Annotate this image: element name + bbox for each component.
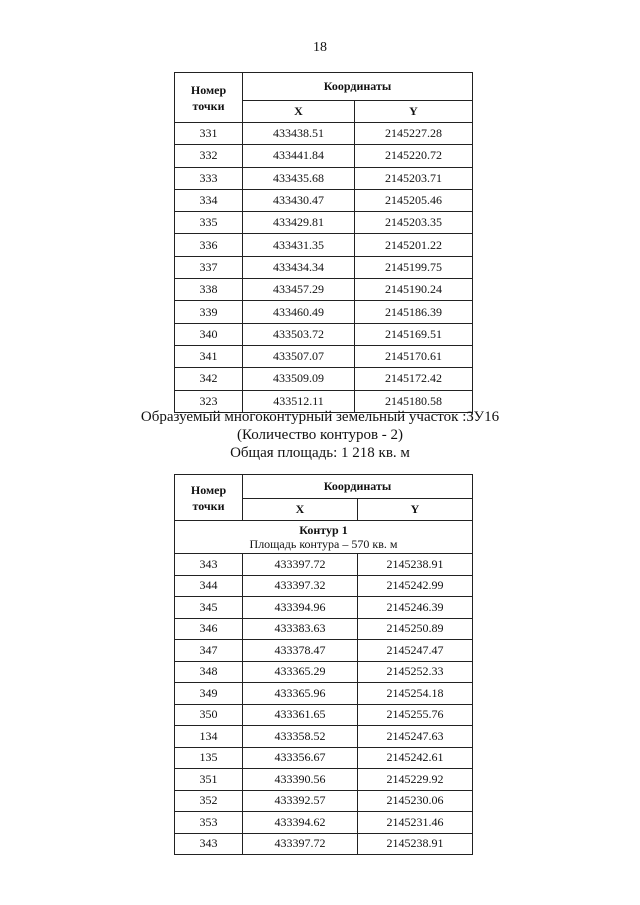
point-number-cell: 348 bbox=[175, 661, 243, 683]
y-coordinate-cell: 2145190.24 bbox=[355, 279, 473, 301]
title-line-3: Общая площадь: 1 218 кв. м bbox=[230, 445, 410, 461]
point-number-cell: 335 bbox=[175, 212, 243, 234]
header-x: X bbox=[243, 101, 355, 123]
table-row bbox=[175, 812, 473, 834]
y-coordinate-cell: 2145201.22 bbox=[355, 234, 473, 256]
x-coordinate-cell: 433358.52 bbox=[243, 726, 358, 748]
section-title bbox=[0, 408, 640, 462]
table-row bbox=[175, 833, 473, 855]
point-number-cell: 135 bbox=[175, 747, 243, 769]
point-number-cell: 350 bbox=[175, 704, 243, 726]
point-number-cell: 344 bbox=[175, 575, 243, 597]
header-y: Y bbox=[355, 101, 473, 123]
x-coordinate-cell: 433365.96 bbox=[243, 683, 358, 705]
y-coordinate-cell: 2145242.99 bbox=[358, 575, 473, 597]
y-coordinate-cell: 2145227.28 bbox=[355, 123, 473, 145]
table-row bbox=[175, 575, 473, 597]
point-number-cell: 352 bbox=[175, 790, 243, 812]
header-coordinates: Координаты bbox=[243, 73, 473, 101]
point-number-cell: 349 bbox=[175, 683, 243, 705]
table-row bbox=[175, 726, 473, 748]
contour-cell bbox=[175, 521, 473, 554]
x-coordinate-cell: 433457.29 bbox=[243, 279, 355, 301]
y-coordinate-cell: 2145247.63 bbox=[358, 726, 473, 748]
table-row bbox=[175, 189, 473, 211]
y-coordinate-cell: 2145199.75 bbox=[355, 256, 473, 278]
contour-title: Контур 1 bbox=[299, 523, 348, 537]
header-point-number: Номер точки bbox=[175, 475, 243, 521]
x-coordinate-cell: 433356.67 bbox=[243, 747, 358, 769]
x-coordinate-cell: 433435.68 bbox=[243, 167, 355, 189]
table-row bbox=[175, 640, 473, 662]
table-row bbox=[175, 256, 473, 278]
point-number-cell: 134 bbox=[175, 726, 243, 748]
x-coordinate-cell: 433394.96 bbox=[243, 597, 358, 619]
x-coordinate-cell: 433503.72 bbox=[243, 323, 355, 345]
y-coordinate-cell: 2145247.47 bbox=[358, 640, 473, 662]
header-point-number: Номер точки bbox=[175, 73, 243, 123]
table-row bbox=[175, 618, 473, 640]
y-coordinate-cell: 2145205.46 bbox=[355, 189, 473, 211]
table-row bbox=[175, 345, 473, 367]
point-number-cell: 331 bbox=[175, 123, 243, 145]
y-coordinate-cell: 2145250.89 bbox=[358, 618, 473, 640]
table-row bbox=[175, 368, 473, 390]
y-coordinate-cell: 2145203.71 bbox=[355, 167, 473, 189]
y-coordinate-cell: 2145238.91 bbox=[358, 554, 473, 576]
point-number-cell: 343 bbox=[175, 833, 243, 855]
point-number-cell: 336 bbox=[175, 234, 243, 256]
x-coordinate-cell: 433365.29 bbox=[243, 661, 358, 683]
table-2-body bbox=[175, 521, 473, 855]
contour-area: Площадь контура – 570 кв. м bbox=[249, 537, 398, 551]
x-coordinate-cell: 433441.84 bbox=[243, 145, 355, 167]
table-row bbox=[175, 747, 473, 769]
contour-row bbox=[175, 521, 473, 554]
x-coordinate-cell: 433361.65 bbox=[243, 704, 358, 726]
table-row bbox=[175, 279, 473, 301]
x-coordinate-cell: 433397.72 bbox=[243, 554, 358, 576]
point-number-cell: 345 bbox=[175, 597, 243, 619]
table-row bbox=[175, 704, 473, 726]
x-coordinate-cell: 433512.11 bbox=[243, 390, 355, 412]
title-line-1: Образуемый многоконтурный земельный участок :ЗУ16 bbox=[140, 409, 500, 425]
point-number-cell: 323 bbox=[175, 390, 243, 412]
point-number-cell: 339 bbox=[175, 301, 243, 323]
table-row bbox=[175, 234, 473, 256]
y-coordinate-cell: 2145180.58 bbox=[355, 390, 473, 412]
coordinates-table-2 bbox=[174, 474, 473, 855]
point-number-cell: 353 bbox=[175, 812, 243, 834]
x-coordinate-cell: 433431.35 bbox=[243, 234, 355, 256]
y-coordinate-cell: 2145186.39 bbox=[355, 301, 473, 323]
table-row bbox=[175, 301, 473, 323]
table-row bbox=[175, 123, 473, 145]
y-coordinate-cell: 2145230.06 bbox=[358, 790, 473, 812]
table-row bbox=[175, 769, 473, 791]
header-x: X bbox=[243, 499, 358, 521]
x-coordinate-cell: 433397.32 bbox=[243, 575, 358, 597]
point-number-cell: 342 bbox=[175, 368, 243, 390]
y-coordinate-cell: 2145170.61 bbox=[355, 345, 473, 367]
y-coordinate-cell: 2145229.92 bbox=[358, 769, 473, 791]
point-number-cell: 340 bbox=[175, 323, 243, 345]
title-line-2: (Количество контуров - 2) bbox=[236, 427, 404, 443]
x-coordinate-cell: 433509.09 bbox=[243, 368, 355, 390]
y-coordinate-cell: 2145242.61 bbox=[358, 747, 473, 769]
table-row bbox=[175, 167, 473, 189]
point-number-cell: 351 bbox=[175, 769, 243, 791]
point-number-cell: 337 bbox=[175, 256, 243, 278]
point-number-cell: 347 bbox=[175, 640, 243, 662]
y-coordinate-cell: 2145246.39 bbox=[358, 597, 473, 619]
x-coordinate-cell: 433434.34 bbox=[243, 256, 355, 278]
table-1-body bbox=[175, 123, 473, 413]
point-number-cell: 334 bbox=[175, 189, 243, 211]
point-number-cell: 332 bbox=[175, 145, 243, 167]
table-row bbox=[175, 597, 473, 619]
coordinates-table-1 bbox=[174, 72, 473, 413]
point-number-cell: 333 bbox=[175, 167, 243, 189]
header-coordinates: Координаты bbox=[243, 475, 473, 499]
x-coordinate-cell: 433507.07 bbox=[243, 345, 355, 367]
table-row bbox=[175, 212, 473, 234]
table-row bbox=[175, 683, 473, 705]
point-number-cell: 346 bbox=[175, 618, 243, 640]
x-coordinate-cell: 433438.51 bbox=[243, 123, 355, 145]
y-coordinate-cell: 2145238.91 bbox=[358, 833, 473, 855]
y-coordinate-cell: 2145203.35 bbox=[355, 212, 473, 234]
y-coordinate-cell: 2145231.46 bbox=[358, 812, 473, 834]
y-coordinate-cell: 2145169.51 bbox=[355, 323, 473, 345]
x-coordinate-cell: 433390.56 bbox=[243, 769, 358, 791]
x-coordinate-cell: 433383.63 bbox=[243, 618, 358, 640]
point-number-cell: 343 bbox=[175, 554, 243, 576]
page-number: 18 bbox=[313, 40, 327, 55]
x-coordinate-cell: 433460.49 bbox=[243, 301, 355, 323]
y-coordinate-cell: 2145220.72 bbox=[355, 145, 473, 167]
y-coordinate-cell: 2145252.33 bbox=[358, 661, 473, 683]
x-coordinate-cell: 433429.81 bbox=[243, 212, 355, 234]
y-coordinate-cell: 2145172.42 bbox=[355, 368, 473, 390]
y-coordinate-cell: 2145254.18 bbox=[358, 683, 473, 705]
x-coordinate-cell: 433430.47 bbox=[243, 189, 355, 211]
x-coordinate-cell: 433392.57 bbox=[243, 790, 358, 812]
table-row bbox=[175, 790, 473, 812]
table-row bbox=[175, 554, 473, 576]
table-row bbox=[175, 661, 473, 683]
table-row bbox=[175, 323, 473, 345]
header-y: Y bbox=[358, 499, 473, 521]
x-coordinate-cell: 433397.72 bbox=[243, 833, 358, 855]
table-row bbox=[175, 145, 473, 167]
point-number-cell: 341 bbox=[175, 345, 243, 367]
point-number-cell: 338 bbox=[175, 279, 243, 301]
x-coordinate-cell: 433378.47 bbox=[243, 640, 358, 662]
x-coordinate-cell: 433394.62 bbox=[243, 812, 358, 834]
y-coordinate-cell: 2145255.76 bbox=[358, 704, 473, 726]
